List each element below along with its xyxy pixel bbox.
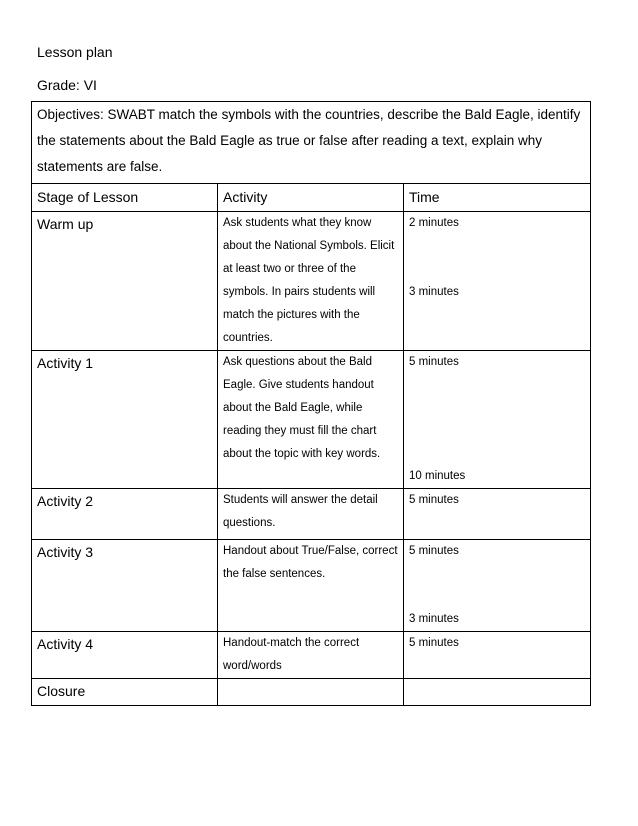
time-cell [404, 212, 591, 351]
time-second: 3 minutes [409, 286, 459, 298]
header-time: Time [404, 184, 591, 212]
time-first: 5 minutes [409, 545, 459, 557]
table-row [32, 351, 591, 489]
time-cell [404, 540, 591, 632]
stage-cell: Activity 3 [32, 540, 218, 632]
stage-cell: Closure [32, 679, 218, 706]
stage-cell: Warm up [32, 212, 218, 351]
activity-cell: Ask students what they know about the National Symbols. Elicit at least two or three of the symbols. In pairs students will match the pictures with the countries. [218, 212, 404, 351]
activity-cell: Handout about True/False, correct the false sentences. [218, 540, 404, 632]
table-row [32, 489, 591, 540]
time-first: 2 minutes [409, 217, 459, 229]
table-row [32, 540, 591, 632]
time-cell [404, 351, 591, 489]
header-stage: Stage of Lesson [32, 184, 218, 212]
objectives-row [32, 102, 591, 184]
time-first: 5 minutes [409, 494, 459, 506]
time-second: 10 minutes [409, 470, 466, 482]
time-first: 5 minutes [409, 356, 459, 368]
stage-cell: Activity 2 [32, 489, 218, 540]
time-cell [404, 679, 591, 706]
table-row [32, 632, 591, 679]
grade-label: Grade: VI [37, 77, 97, 93]
time-second: 3 minutes [409, 613, 459, 625]
header-activity: Activity [218, 184, 404, 212]
lesson-plan-table [31, 101, 591, 706]
table-row [32, 212, 591, 351]
document-title: Lesson plan [37, 44, 113, 60]
activity-cell: Students will answer the detail questions. [218, 489, 404, 540]
stage-cell: Activity 4 [32, 632, 218, 679]
activity-cell [218, 679, 404, 706]
table-header-row [32, 184, 591, 212]
time-cell [404, 632, 591, 679]
table-row [32, 679, 591, 706]
time-first: 5 minutes [409, 637, 459, 649]
time-cell [404, 489, 591, 540]
activity-cell: Ask questions about the Bald Eagle. Give students handout about the Bald Eagle, while reading they must fill the chart about the topic with key words. [218, 351, 404, 489]
objectives-cell: Objectives: SWABT match the symbols with the countries, describe the Bald Eagle, identify the statements about the Bald Eagle as true or false after reading a text, explain why statements are false. [32, 102, 591, 184]
stage-cell: Activity 1 [32, 351, 218, 489]
activity-cell: Handout-match the correct word/words [218, 632, 404, 679]
